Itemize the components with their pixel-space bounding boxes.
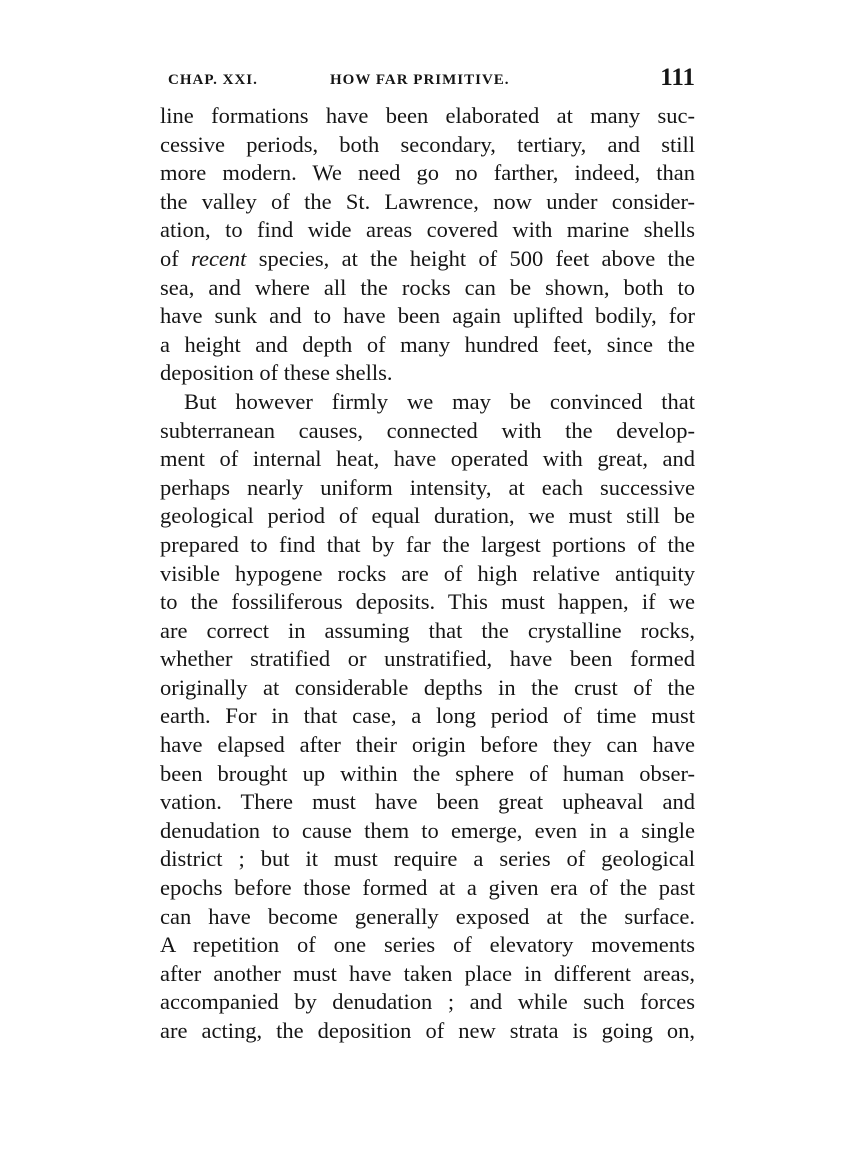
text-line: prepared to find that by far the largest portions of the — [160, 531, 695, 557]
text-line: accompanied by denudation ; and while such forces — [160, 989, 695, 1015]
text-line: a height and depth of many hundred feet, since the — [160, 331, 695, 357]
text-line: subterranean causes, connected with the develop- — [160, 417, 695, 443]
text-line: deposition of these shells. — [160, 360, 393, 386]
text-line: epochs before those formed at a given era of the past — [160, 875, 695, 901]
book-page — [160, 60, 695, 1046]
text-line: denudation to cause them to emerge, even in a single — [160, 817, 695, 843]
text-line: geological period of equal duration, we must still be — [160, 503, 695, 529]
chapter-label: CHAP. XXI. — [168, 72, 258, 88]
paragraph-1 — [160, 102, 695, 388]
text-line: more modern. We need go no farther, indeed, than — [160, 160, 695, 186]
text-line: have elapsed after their origin before they can have — [160, 732, 695, 758]
text-line: district ; but it must require a series of geological — [160, 846, 695, 872]
text-line: sea, and where all the rocks can be shown, both to — [160, 274, 695, 300]
text-line: are acting, the deposition of new strata is going on, — [160, 1018, 695, 1043]
running-head — [160, 60, 695, 102]
text-fragment: of — [160, 245, 192, 271]
text-line: after another must have taken place in different areas, — [160, 960, 695, 986]
text-line-with-italic — [160, 245, 695, 274]
text-line: been brought up within the sphere of human obser- — [160, 760, 695, 786]
text-line: whether stratified or unstratified, have been formed — [160, 646, 695, 672]
paragraph-2 — [160, 388, 695, 1046]
text-line: can have become generally exposed at the surface. — [160, 903, 695, 929]
italic-word: recent — [191, 245, 247, 271]
text-line: perhaps nearly uniform intensity, at each successive — [160, 474, 695, 500]
text-line: But however firmly we may be convinced that — [184, 388, 695, 414]
text-line: have sunk and to have been again uplifted bodily, for — [160, 303, 695, 329]
text-line: are correct in assuming that the crystalline rocks, — [160, 617, 695, 643]
text-fragment: species, at the height of 500 feet above the — [246, 245, 695, 271]
text-line: earth. For in that case, a long period of time must — [160, 703, 695, 729]
text-line: the valley of the St. Lawrence, now under consider- — [160, 188, 695, 214]
text-line: ation, to find wide areas covered with marine shells — [160, 217, 695, 243]
text-line: originally at considerable depths in the crust of the — [160, 674, 695, 700]
text-line: cessive periods, both secondary, tertiary, and still — [160, 131, 695, 157]
text-line: A repetition of one series of elevatory movements — [160, 932, 695, 958]
running-title: HOW FAR PRIMITIVE. — [330, 72, 510, 88]
text-line: vation. There must have been great upheaval and — [160, 789, 695, 815]
text-line: line formations have been elaborated at many suc- — [160, 103, 695, 128]
text-line: ment of internal heat, have operated with great, and — [160, 446, 695, 472]
text-line: to the fossiliferous deposits. This must happen, if we — [160, 589, 695, 615]
text-line: visible hypogene rocks are of high relative antiquity — [160, 560, 695, 586]
page-number: 111 — [660, 64, 695, 91]
